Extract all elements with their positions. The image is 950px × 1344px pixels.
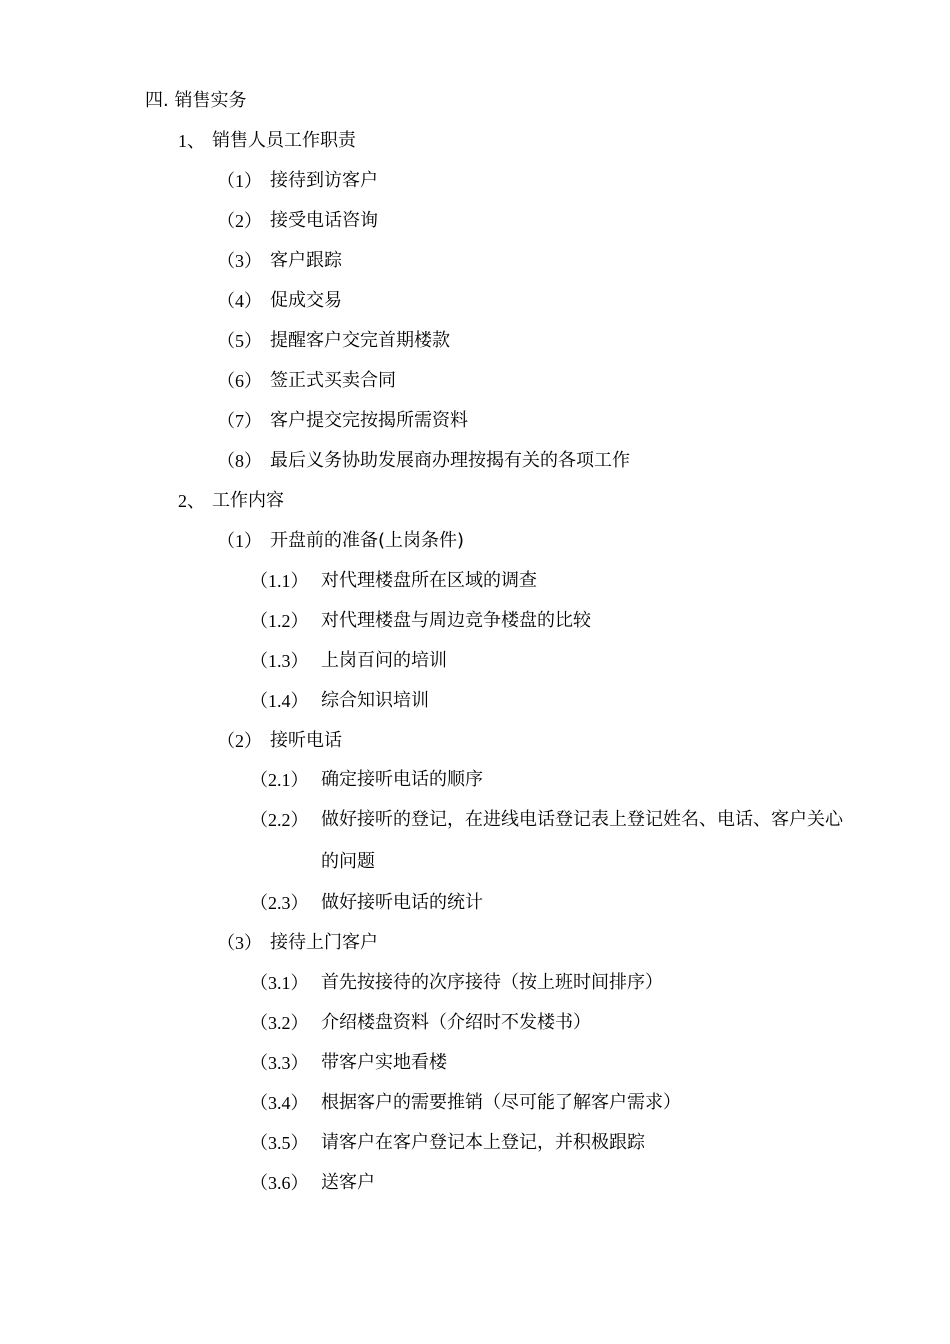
item-text: 接待上门客户 (270, 932, 378, 953)
item-number: （6） (217, 371, 262, 391)
item-number: （8） (217, 451, 262, 471)
sub-item-number: （3.4） (250, 1093, 309, 1113)
section-heading: 四. 销售实务 (145, 90, 247, 111)
sub-item-number: （3.6） (250, 1173, 309, 1193)
sub-item-text: 介绍楼盘资料（介绍时不发楼书） (321, 1012, 591, 1033)
item-number: （3） (217, 933, 262, 953)
sub-item-text: 请客户在客户登记本上登记，并积极跟踪 (321, 1132, 645, 1153)
sub-item-number: （1.3） (250, 651, 309, 671)
sub-item-text: 做好接听的登记，在进线电话登记表上登记姓名、电话、客户关心 (321, 809, 843, 830)
sub-item-text: 上岗百问的培训 (321, 650, 447, 671)
sub-item-text: 综合知识培训 (321, 690, 429, 711)
sub-item-text: 确定接听电话的顺序 (321, 769, 483, 790)
sub-item-text: 根据客户的需要推销（尽可能了解客户需求） (321, 1092, 681, 1113)
sub-item-text: 对代理楼盘所在区域的调查 (321, 570, 537, 591)
item-number: （1） (217, 531, 262, 551)
sub-item-text-continuation: 的问题 (321, 851, 375, 872)
section-title: 工作内容 (212, 490, 284, 511)
sub-item-text: 首先按接待的次序接待（按上班时间排序） (321, 972, 663, 993)
item-text: 签正式买卖合同 (270, 370, 396, 391)
item-text: 接待到访客户 (270, 170, 378, 191)
sub-item-number: （3.3） (250, 1053, 309, 1073)
sub-item-number: （1.1） (250, 571, 309, 591)
item-text: 接听电话 (270, 730, 342, 751)
item-number: （2） (217, 731, 262, 751)
sub-item-number: （2.1） (250, 770, 309, 790)
section-number: 1、 (178, 131, 205, 151)
section-number: 2、 (178, 491, 205, 511)
item-text: 最后义务协助发展商办理按揭有关的各项工作 (270, 450, 630, 471)
sub-item-number: （2.2） (250, 810, 309, 830)
item-text: 客户跟踪 (270, 250, 342, 271)
sub-item-number: （1.4） (250, 691, 309, 711)
item-text: 接受电话咨询 (270, 210, 378, 231)
item-text: 促成交易 (270, 290, 342, 311)
item-number: （2） (217, 211, 262, 231)
sub-item-number: （3.5） (250, 1133, 309, 1153)
sub-item-text: 带客户实地看楼 (321, 1052, 447, 1073)
sub-item-number: （2.3） (250, 893, 309, 913)
item-number: （1） (217, 171, 262, 191)
item-number: （3） (217, 251, 262, 271)
sub-item-text: 送客户 (321, 1172, 375, 1193)
item-text: 客户提交完按揭所需资料 (270, 410, 468, 431)
sub-item-text: 做好接听电话的统计 (321, 892, 483, 913)
sub-item-number: （1.2） (250, 611, 309, 631)
section-title: 销售人员工作职责 (212, 130, 356, 151)
item-text: 开盘前的准备(上岗条件) (270, 530, 465, 551)
item-number: （5） (217, 331, 262, 351)
item-text: 提醒客户交完首期楼款 (270, 330, 450, 351)
sub-item-number: （3.1） (250, 973, 309, 993)
sub-item-number: （3.2） (250, 1013, 309, 1033)
item-number: （7） (217, 411, 262, 431)
item-number: （4） (217, 291, 262, 311)
sub-item-text: 对代理楼盘与周边竞争楼盘的比较 (321, 610, 591, 631)
